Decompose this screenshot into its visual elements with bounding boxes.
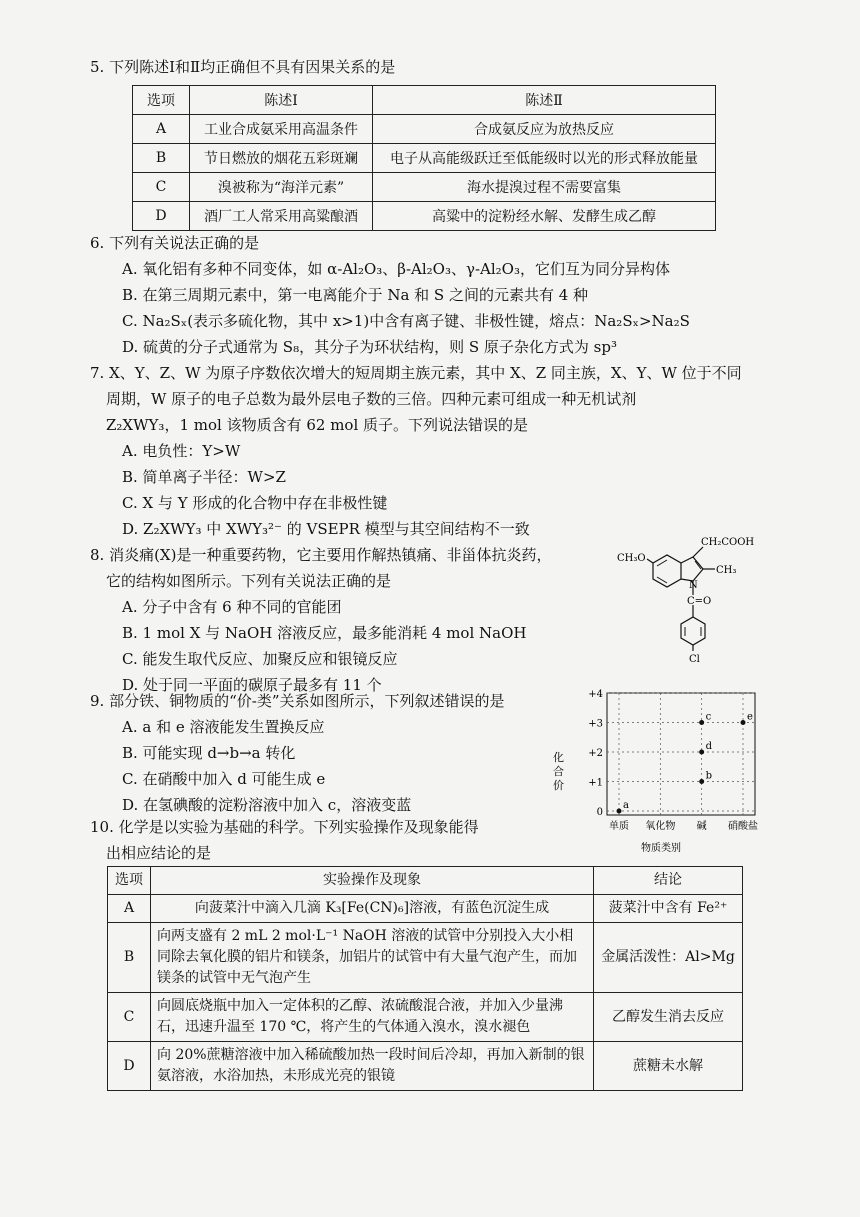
- x-tick-label: 单质: [609, 821, 629, 832]
- q8-option-d: D. 处于同一平面的碳原子最多有 11 个: [122, 676, 382, 694]
- label-ch3o: CH₃O: [617, 553, 646, 564]
- q8-line2: 它的结构如图所示。下列有关说法正确的是: [106, 572, 392, 590]
- table-cell: D: [108, 1042, 151, 1091]
- bond: [693, 547, 703, 557]
- q10-line2: 出相应结论的是: [106, 844, 212, 862]
- point-label: b: [705, 770, 713, 782]
- q8-option-a: A. 分子中含有 6 种不同的官能团: [122, 598, 342, 616]
- table-cell: 节日燃放的烟花五彩斑斓: [190, 144, 373, 173]
- q9-option-d: D. 在氢碘酸的淀粉溶液中加入 c，溶液变蓝: [122, 796, 412, 814]
- q8-line1: 8. 消炎痛(X)是一种重要药物，它主要用作解热镇痛、非甾体抗炎药，: [90, 546, 552, 564]
- q7-option-d: D. Z₂XWY₃ 中 XWY₃²⁻ 的 VSEPR 模型与其空间结构不一致: [122, 520, 530, 538]
- q6-option-d: D. 硫黄的分子式通常为 S₈，其分子为环状结构，则 S 原子杂化方式为 sp³: [122, 338, 617, 356]
- table-row: [133, 115, 716, 144]
- q7-option-a: A. 电负性：Y>W: [122, 442, 241, 460]
- data-point: [617, 809, 622, 814]
- label-co: C=O: [687, 596, 712, 607]
- data-point: [699, 779, 704, 784]
- table-row: [108, 895, 743, 923]
- table-header-row: [108, 867, 743, 895]
- y-tick-label: +3: [588, 718, 603, 730]
- table-cell: 蔗糖未水解: [594, 1042, 743, 1091]
- q5-stem: 5. 下列陈述Ⅰ和Ⅱ均正确但不具有因果关系的是: [90, 58, 396, 76]
- table-row: [133, 144, 716, 173]
- table-cell: C: [133, 173, 190, 202]
- table-cell: 乙醇发生消去反应: [594, 993, 743, 1042]
- q9-option-c: C. 在硝酸中加入 d 可能生成 e: [122, 770, 326, 788]
- q7-line1: 7. X、Y、Z、W 为原子序数依次增大的短周期主族元素，其中 X、Z 同主族，X、Y、W 位于不同: [90, 364, 742, 382]
- q9-stem: 9. 部分铁、铜物质的“价-类”关系如图所示，下列叙述错误的是: [90, 692, 505, 710]
- q10-table: [107, 866, 743, 1091]
- valence-class-chart: [545, 683, 765, 853]
- table-cell: 菠菜汁中含有 Fe²⁺: [594, 895, 743, 923]
- data-point: [699, 750, 704, 755]
- label-ch3: CH₃: [716, 565, 737, 576]
- q6-stem: 6. 下列有关说法正确的是: [90, 234, 260, 252]
- y-tick-label: +1: [588, 777, 603, 789]
- x-axis-label: 物质类别: [641, 843, 681, 853]
- header-cell: 陈述Ⅱ: [373, 86, 716, 115]
- table-cell: 工业合成氨采用高温条件: [190, 115, 373, 144]
- header-cell: 选项: [108, 867, 151, 895]
- double-bond: [657, 560, 667, 566]
- q5-table: [132, 85, 716, 231]
- point-label: a: [623, 800, 629, 811]
- label-ch2cooh: CH₂COOH: [701, 537, 755, 548]
- q7-line2: 周期，W 原子的电子总数为最外层电子数的三倍。四种元素可组成一种无机试剂: [106, 390, 637, 408]
- bond: [647, 559, 653, 563]
- q9-option-b: B. 可能实现 d→b→a 转化: [122, 744, 296, 762]
- q10-line1: 10. 化学是以实验为基础的科学。下列实验操作及现象能得: [90, 818, 479, 836]
- data-point: [741, 720, 746, 725]
- header-cell: 结论: [594, 867, 743, 895]
- table-header-row: [133, 86, 716, 115]
- y-tick-label: +4: [588, 689, 603, 700]
- header-cell: 陈述Ⅰ: [190, 86, 373, 115]
- table-cell: 向圆底烧瓶中加入一定体积的乙醇、浓硫酸混合液，并加入少量沸石，迅速升温至 170 ℃，将产生的气体通入溴水，溴水褪色: [151, 993, 594, 1042]
- table-cell: B: [133, 144, 190, 173]
- x-tick-label: 碱: [696, 821, 707, 832]
- q8-option-c: C. 能发生取代反应、加聚反应和银镜反应: [122, 650, 398, 668]
- y-axis-label-1: 化: [553, 751, 564, 764]
- table-cell: 酒厂工人常采用高粱酿酒: [190, 202, 373, 231]
- table-cell: 向 20%蔗糖溶液中加入稀硫酸加热一段时间后冷却，再加入新制的银氨溶液，水浴加热，未形成光亮的银镜: [151, 1042, 594, 1091]
- table-cell: C: [108, 993, 151, 1042]
- point-label: c: [705, 711, 712, 723]
- table-cell: 电子从高能级跃迁至低能级时以光的形式释放能量: [373, 144, 716, 173]
- table-cell: 向菠菜汁中滴入几滴 K₃[Fe(CN)₆]溶液，有蓝色沉淀生成: [151, 895, 594, 923]
- q7-line3: Z₂XWY₃，1 mol 该物质含有 62 mol 质子。下列说法错误的是: [106, 416, 529, 434]
- table-cell: D: [133, 202, 190, 231]
- q8-option-b: B. 1 mol X 与 NaOH 溶液反应，最多能消耗 4 mol NaOH: [122, 624, 527, 642]
- table-cell: A: [133, 115, 190, 144]
- pyrrole-ring: [681, 557, 703, 581]
- y-axis-label-3: 价: [553, 779, 564, 792]
- q6-option-a: A. 氧化铝有多种不同变体，如 α-Al₂O₃、β-Al₂O₃、γ-Al₂O₃，它们互为同分异构体: [122, 260, 670, 278]
- table-cell: A: [108, 895, 151, 923]
- label-cl: Cl: [689, 654, 700, 665]
- q9-option-a: A. a 和 e 溶液能发生置换反应: [122, 718, 325, 736]
- y-axis-label-2: 合: [553, 765, 564, 778]
- label-n: N: [689, 580, 698, 591]
- point-label: e: [747, 711, 753, 723]
- q6-option-b: B. 在第三周期元素中，第一电离能介于 Na 和 S 之间的元素共有 4 种: [122, 286, 589, 304]
- table-cell: 合成氨反应为放热反应: [373, 115, 716, 144]
- x-tick-label: 氧化物: [645, 821, 676, 832]
- q6-option-c: C. Na₂Sₓ(表示多硫化物，其中 x>1)中含有离子键、非极性键，熔点：Na₂Sₓ>Na₂S: [122, 312, 690, 330]
- table-row: [108, 923, 743, 993]
- table-cell: 向两支盛有 2 mL 2 mol·L⁻¹ NaOH 溶液的试管中分别投入大小相同除去氧化膜的铝片和镁条，加铝片的试管中有大量气泡产生，而加镁条的试管中无气泡产生: [151, 923, 594, 993]
- table-cell: 高粱中的淀粉经水解、发酵生成乙醇: [373, 202, 716, 231]
- q7-option-b: B. 简单离子半径：W>Z: [122, 468, 286, 486]
- benzene-ring: [653, 555, 681, 587]
- point-label: d: [705, 741, 713, 752]
- x-tick-label: 硝酸盐: [728, 821, 758, 832]
- table-cell: 溴被称为“海洋元素”: [190, 173, 373, 202]
- plot-frame: [607, 693, 755, 815]
- table-cell: 金属活泼性：Al>Mg: [594, 923, 743, 993]
- y-tick-label: 0: [596, 807, 603, 818]
- table-row: [108, 993, 743, 1042]
- indomethacin-structure: [615, 535, 765, 665]
- table-cell: B: [108, 923, 151, 993]
- header-cell: 实验操作及现象: [151, 867, 594, 895]
- data-point: [699, 720, 704, 725]
- table-cell: 海水提溴过程不需要富集: [373, 173, 716, 202]
- header-cell: 选项: [133, 86, 190, 115]
- y-tick-label: +2: [588, 748, 603, 759]
- table-row: [133, 202, 716, 231]
- table-row: [133, 173, 716, 202]
- q7-option-c: C. X 与 Y 形成的化合物中存在非极性键: [122, 494, 388, 512]
- table-row: [108, 1042, 743, 1091]
